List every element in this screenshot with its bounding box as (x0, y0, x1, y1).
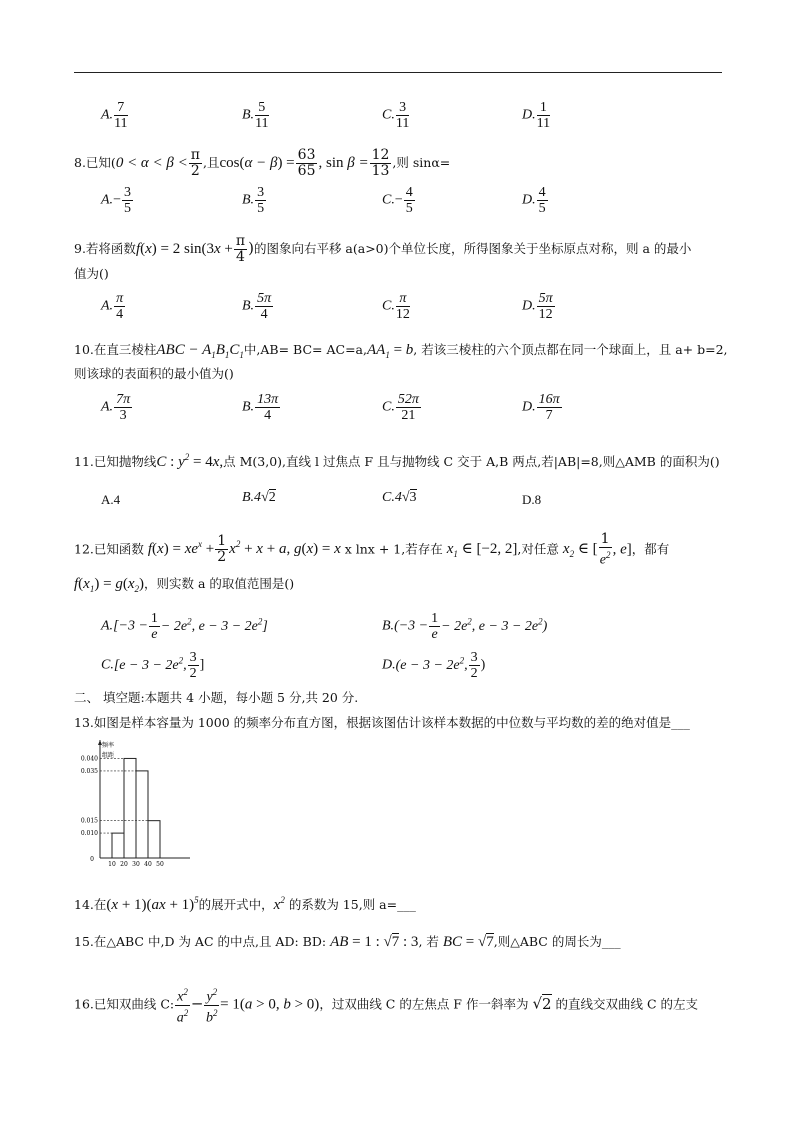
q11-option-a: A.4 (101, 492, 121, 507)
q11-option-d: D.8 (522, 492, 542, 507)
histogram-bar (136, 771, 148, 858)
q11-option-b: B.4√2 (242, 490, 276, 505)
q12-option-c: $C.[e - 3 - 2e^2$, $\frac{3}{2}$ ] (101, 650, 205, 681)
y-tick-label: 0.015 (80, 817, 98, 825)
histogram-bar (112, 833, 124, 858)
x-tick-label: 50 (156, 861, 164, 868)
q8-option-c: C.− $\frac{4}{5}$ (382, 185, 413, 216)
histogram-chart (70, 738, 190, 870)
x-tick-label: 40 (144, 861, 152, 868)
q9-option-b: B. $\frac{5\pi}{4}$ (242, 291, 272, 322)
header-rule (74, 72, 722, 73)
q7-option-c: C. $\frac{3}{11}$ (382, 100, 410, 131)
q10-line2: 则该球的表面积的最小值为() (74, 366, 234, 381)
y-axis-label-line2: 组距 (102, 752, 115, 759)
q11-option-c: C.4√3 (382, 490, 417, 505)
q16-stem: 16.已知双曲线 C: $\frac{x^2}{a^2}$ − $\frac{y^2}{b^2}$ = 1(a > 0, b > 0)，过双曲线 C 的左焦点 F 作一斜率为 √2 的直线交双曲线 C 的左支 (74, 987, 699, 1026)
q8-option-b: B. $\frac{3}{5}$ (242, 185, 265, 216)
histogram-bar (124, 758, 136, 858)
q8-option-d: D. $\frac{4}{5}$ (522, 185, 546, 216)
q10-stem: 10.在直三棱柱ABC − $A_1B_1C_1$中$,AB= BC= AC=a,AA_1 = b$, 若该三棱柱的六个顶点都在同一个球面上，且 a+ b=2, (74, 342, 728, 360)
q8-option-a: A.− $\frac{3}{5}$ (101, 185, 131, 216)
q9-option-d: D. $\frac{5\pi}{12}$ (522, 291, 553, 322)
histogram-bar (148, 821, 160, 858)
q9-stem: 9.若将函数f(x) = 2 sin(3x + $\frac{\pi}{4}$ )的图象向右平移 a(a>0)个单位长度，所得图象关于坐标原点对称，则 a 的最小 (74, 233, 692, 265)
q9-option-c: C. $\frac{\pi}{12}$ (382, 291, 410, 322)
q10-option-b: B. $\frac{13\pi}{4}$ (242, 392, 279, 423)
q13-stem: 13.如图是样本容量为 1000 的频率分布直方图，根据该图估计该样本数据的中位数与平均数的差的绝对值是___ (74, 715, 690, 730)
x-tick-label: 30 (132, 861, 140, 868)
section-heading: 二、 填空题:本题共 4 小题，每小题 5 分,共 20 分. (74, 690, 359, 705)
q10-option-a: A. $\frac{7\pi}{3}$ (101, 392, 131, 423)
x-tick-label: 10 (108, 861, 116, 868)
y-axis-label-line1: 频率 (102, 742, 115, 749)
y-tick-label: 0.035 (80, 767, 98, 775)
q12-stem: 12.已知函数 $f(x) = xe^x$ + $\frac{1}{2}$ $x^2 + x + a$, g(x) = x x lnx + 1,若存在 $x_1$ ∈ [−2, 2],对任意 $x_2$ ∈ [ $\frac{1}{e^2}$ , e]，都有 (74, 531, 670, 568)
q15-stem: 15.在△ABC 中,D 为 AC 的中点,且 AD: BD: AB = 1 : √7 : 3, 若 BC = √7,则△ABC 的周长为___ (74, 934, 621, 950)
y-tick-label: 0.010 (80, 830, 98, 838)
q10-option-d: D. $\frac{16\pi}{7}$ (522, 392, 560, 423)
q12-option-a: A.[−3 − $\frac{1}{e}$ − $2e^2$, $e - 3 - 2e^2$] (101, 611, 268, 642)
q12-line2: $f(x_1) = g(x_2)$，则实数 a 的取值范围是() (74, 576, 295, 594)
q7-option-b: B. $\frac{5}{11}$ (242, 100, 269, 131)
q12-option-b: B.(−3 − $\frac{1}{e}$ − $2e^2$, $e - 3 - 2e^2$) (382, 611, 548, 642)
q8-stem: 8.已知(0 < α < β < $\frac{\pi}{2}$ ,且cos(α − β) = $\frac{63}{65}$ , sin β = $\frac{12}{13}$ ,则 sinα= (74, 147, 451, 179)
q14-stem: 14.在(x + 1)(ax + 1)$^5$的展开式中，$x^2$ 的系数为 15,则 a=___ (74, 895, 416, 913)
origin-label: 0 (90, 856, 94, 863)
y-tick-label: 0.040 (80, 755, 98, 763)
q9-line2: 值为() (74, 266, 109, 281)
q9-option-a: A. $\frac{\pi}{4}$ (101, 291, 124, 322)
q11-stem: 11.已知抛物线C : $y^2 = 4x$,点 M(3,0),直线 l 过焦点 F 且与抛物线 C 交于 A,B 两点,若|AB|=8,则△AMB 的面积为() (74, 452, 720, 470)
q10-option-c: C. $\frac{52\pi}{21}$ (382, 392, 419, 423)
q7-option-a: A. $\frac{7}{11}$ (101, 100, 128, 131)
q12-option-d: $D.(e - 3 - 2e^2$, $\frac{3}{2}$ ) (382, 650, 486, 681)
x-tick-label: 20 (120, 861, 128, 868)
q7-option-d: D. $\frac{1}{11}$ (522, 100, 551, 131)
